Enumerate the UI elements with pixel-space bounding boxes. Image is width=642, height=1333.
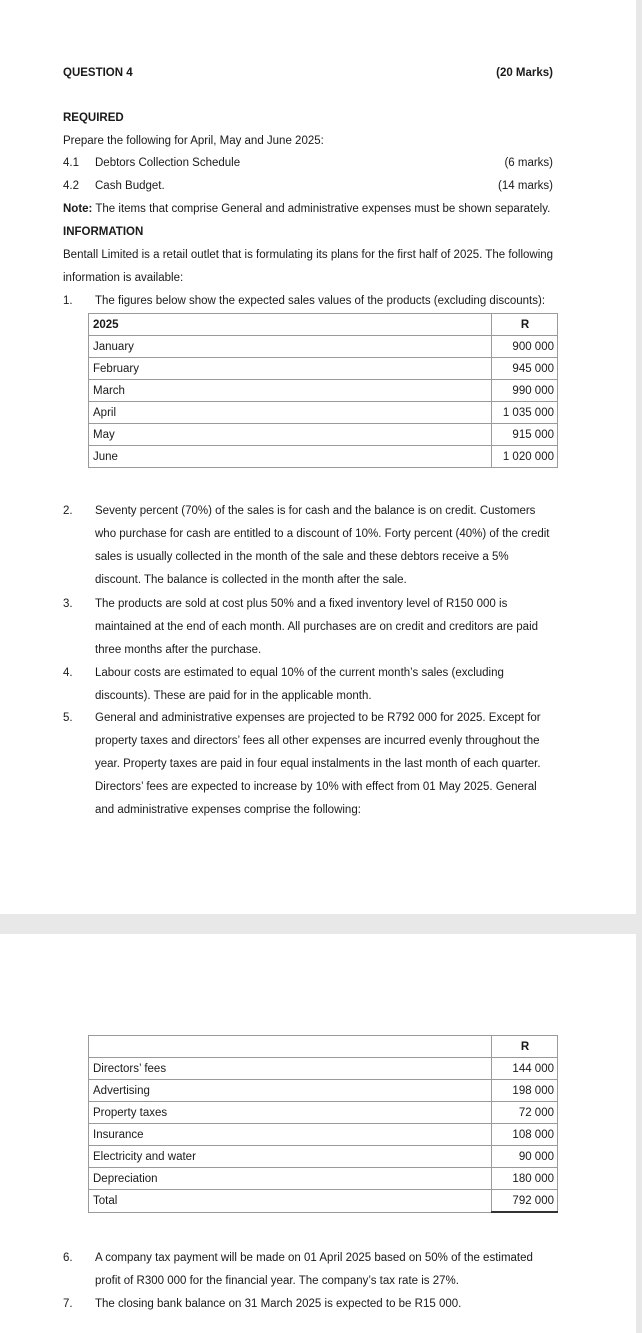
table-row bbox=[89, 1124, 558, 1146]
table-row bbox=[89, 1102, 558, 1124]
item-text: Labour costs are estimated to equal 10% of the current month’s sales (excluding discounts). These are paid for in the applicable month. bbox=[95, 667, 504, 702]
item-number: 7. bbox=[63, 1298, 73, 1310]
expense-label: Advertising bbox=[89, 1080, 492, 1102]
value-cell: 900 000 bbox=[492, 336, 558, 358]
information-intro: Bentall Limited is a retail outlet that is formulating its plans for the first half of 2025. The following information is available: bbox=[63, 249, 554, 284]
expense-label: Insurance bbox=[89, 1124, 492, 1146]
item-number: 2. bbox=[63, 505, 73, 517]
task-marks: (14 marks) bbox=[498, 180, 553, 192]
value-cell: 990 000 bbox=[492, 380, 558, 402]
expense-value: 144 000 bbox=[492, 1058, 558, 1080]
column-header-amount: R bbox=[492, 314, 558, 336]
item-text: General and administrative expenses are projected to be R792 000 for 2025. Except for property taxes and directors’ fees all other expenses are incurred evenly throughout the year. Property taxes are paid in four equal instalments in the last month of each quarter. Directors’ fees are expected to increase by 10% with effect from 01 May 2025. General and administrative expenses comprise the following: bbox=[95, 712, 541, 816]
value-cell: 915 000 bbox=[492, 424, 558, 446]
month-cell: January bbox=[89, 336, 492, 358]
item-number: 4. bbox=[63, 667, 73, 679]
expense-value: 72 000 bbox=[492, 1102, 558, 1124]
total-label: Total bbox=[89, 1190, 492, 1213]
month-cell: May bbox=[89, 424, 492, 446]
expense-value: 198 000 bbox=[492, 1080, 558, 1102]
expense-value: 108 000 bbox=[492, 1124, 558, 1146]
value-cell: 1 035 000 bbox=[492, 402, 558, 424]
question-title: QUESTION 4 bbox=[63, 67, 133, 79]
document-page-2 bbox=[0, 934, 636, 1333]
task-number: 4.2 bbox=[63, 180, 79, 192]
table-row bbox=[89, 1168, 558, 1190]
note-label: Note: bbox=[63, 203, 93, 215]
task-number: 4.1 bbox=[63, 157, 79, 169]
table-header-row bbox=[89, 1036, 558, 1058]
item-number: 6. bbox=[63, 1252, 73, 1264]
required-heading: REQUIRED bbox=[63, 112, 124, 124]
item-text: Seventy percent (70%) of the sales is for cash and the balance is on credit. Customers who purchase for cash are entitled to a discount of 10%. Forty percent (40%) of the credit sales is usually collected in the month of the sale and these debtors receive a 5% discount. The balance is collected in the month after the sale. bbox=[95, 505, 550, 586]
expense-label: Depreciation bbox=[89, 1168, 492, 1190]
value-cell: 1 020 000 bbox=[492, 446, 558, 468]
expense-label: Property taxes bbox=[89, 1102, 492, 1124]
expense-label: Directors’ fees bbox=[89, 1058, 492, 1080]
total-marks: (20 Marks) bbox=[496, 67, 553, 79]
sales-table bbox=[88, 313, 558, 468]
column-header-blank bbox=[89, 1036, 492, 1058]
table-total-row bbox=[89, 1190, 558, 1213]
column-header-year: 2025 bbox=[89, 314, 492, 336]
table-row bbox=[89, 358, 558, 380]
item-number: 5. bbox=[63, 712, 73, 724]
expense-label: Electricity and water bbox=[89, 1146, 492, 1168]
item-text: The figures below show the expected sales values of the products (excluding discounts): bbox=[95, 295, 546, 307]
total-value: 792 000 bbox=[492, 1190, 558, 1213]
month-cell: March bbox=[89, 380, 492, 402]
table-row bbox=[89, 336, 558, 358]
expense-value: 90 000 bbox=[492, 1146, 558, 1168]
required-intro: Prepare the following for April, May and June 2025: bbox=[63, 135, 324, 147]
item-text: A company tax payment will be made on 01 April 2025 based on 50% of the estimated profit of R300 000 for the financial year. The company’s tax rate is 27%. bbox=[95, 1252, 533, 1287]
item-text: The closing bank balance on 31 March 2025 is expected to be R15 000. bbox=[95, 1298, 462, 1310]
month-cell: April bbox=[89, 402, 492, 424]
expenses-table bbox=[88, 1035, 558, 1213]
note-text: The items that comprise General and administrative expenses must be shown separately. bbox=[95, 203, 551, 215]
item-text: The products are sold at cost plus 50% and a fixed inventory level of R150 000 is maintained at the end of each month. All purchases are on credit and creditors are paid three months after the purchase. bbox=[95, 598, 539, 656]
task-marks: (6 marks) bbox=[504, 157, 553, 169]
value-cell: 945 000 bbox=[492, 358, 558, 380]
task-label: Debtors Collection Schedule bbox=[95, 157, 241, 169]
table-row bbox=[89, 380, 558, 402]
task-label: Cash Budget. bbox=[95, 180, 165, 192]
information-heading: INFORMATION bbox=[63, 226, 144, 238]
month-cell: June bbox=[89, 446, 492, 468]
column-header-amount: R bbox=[492, 1036, 558, 1058]
table-row bbox=[89, 1058, 558, 1080]
month-cell: February bbox=[89, 358, 492, 380]
note bbox=[63, 202, 550, 216]
item-number: 3. bbox=[63, 598, 73, 610]
table-row bbox=[89, 1146, 558, 1168]
table-row bbox=[89, 446, 558, 468]
table-row bbox=[89, 1080, 558, 1102]
table-row bbox=[89, 424, 558, 446]
table-row bbox=[89, 402, 558, 424]
table-header-row bbox=[89, 314, 558, 336]
expense-value: 180 000 bbox=[492, 1168, 558, 1190]
item-number: 1. bbox=[63, 295, 73, 307]
